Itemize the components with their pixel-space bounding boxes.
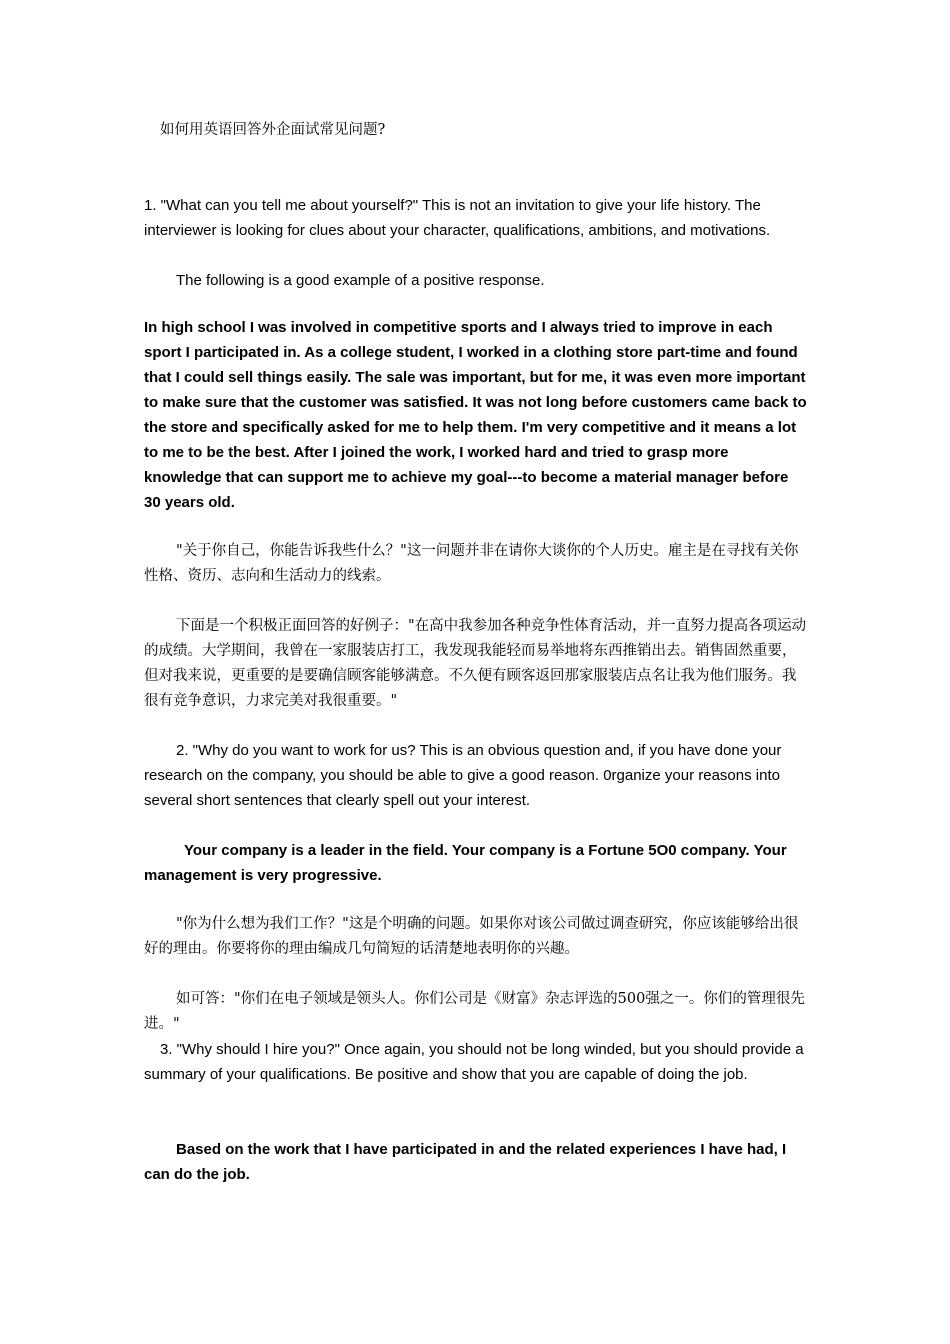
question-2-chinese-paragraph: "你为什么想为我们工作？"这是个明确的问题。如果你对该公司做过调查研究，你应该能够给出很好的理由。你要将你的理由编成几句简短的话清楚地表明你的兴趣。	[144, 916, 799, 957]
question-1-chinese-paragraph: "关于你自己，你能告诉我些什么？"这一问题并非在请你大谈你的个人历史。雇主是在寻找有关你性格、资历、志向和生活动力的线索。	[144, 543, 799, 584]
answer-2-chinese-paragraph: 如可答："你们在电子领域是领头人。你们公司是《财富》杂志评选的500强之一。你们的管理很先进。"	[144, 991, 805, 1032]
question-3-paragraph: 3. "Why should I hire you?" Once again, you should not be long winded, but you should provide a summary of your qualifications. Be positive and show that you are capable of doing the job.	[144, 1041, 804, 1083]
example-intro-paragraph: The following is a good example of a positive response.	[176, 272, 545, 289]
question-1-paragraph: 1. "What can you tell me about yourself?" This is not an invitation to give your life history. The interviewer is looking for clues about your character, qualifications, ambitions, and motivations.	[144, 197, 771, 239]
answer-1-paragraph: In high school I was involved in competitive sports and I always tried to improve in each sport I participated in. As a college student, I worked in a clothing store part-time and found that I could sell things easily. The sale was important, but for me, it was even more important to make sure that the customer was satisfied. It was not long before customers came back to the store and specifically asked for me to help them. I'm very competitive and it means a lot to me to be the best. After I joined the work, I worked hard and tried to grasp more knowledge that can support me to achieve my goal---to become a material manager before 30 years old.	[144, 319, 807, 511]
document-title: 如何用英语回答外企面试常见问题?	[160, 122, 386, 138]
answer-2-paragraph: Your company is a leader in the field. Your company is a Fortune 5O0 company. Your management is very progressive.	[144, 842, 787, 884]
question-2-paragraph: 2. "Why do you want to work for us? This is an obvious question and, if you have done your research on the company, you should be able to give a good reason. 0rganize your reasons into several short sentences that clearly spell out your interest.	[144, 742, 782, 809]
answer-3-paragraph: Based on the work that I have participated in and the related experiences I have had, I can do the job.	[144, 1141, 787, 1183]
answer-1-chinese-paragraph: 下面是一个积极正面回答的好例子："在高中我参加各种竞争性体育活动，并一直努力提高各项运动的成绩。大学期间，我曾在一家服装店打工，我发现我能轻而易举地将东西推销出去。销售固然重要，但对我来说，更重要的是要确信顾客能够满意。不久便有顾客返回那家服装店点名让我为他们服务。我很有竞争意识，力求完美对我很重要。"	[144, 618, 807, 709]
